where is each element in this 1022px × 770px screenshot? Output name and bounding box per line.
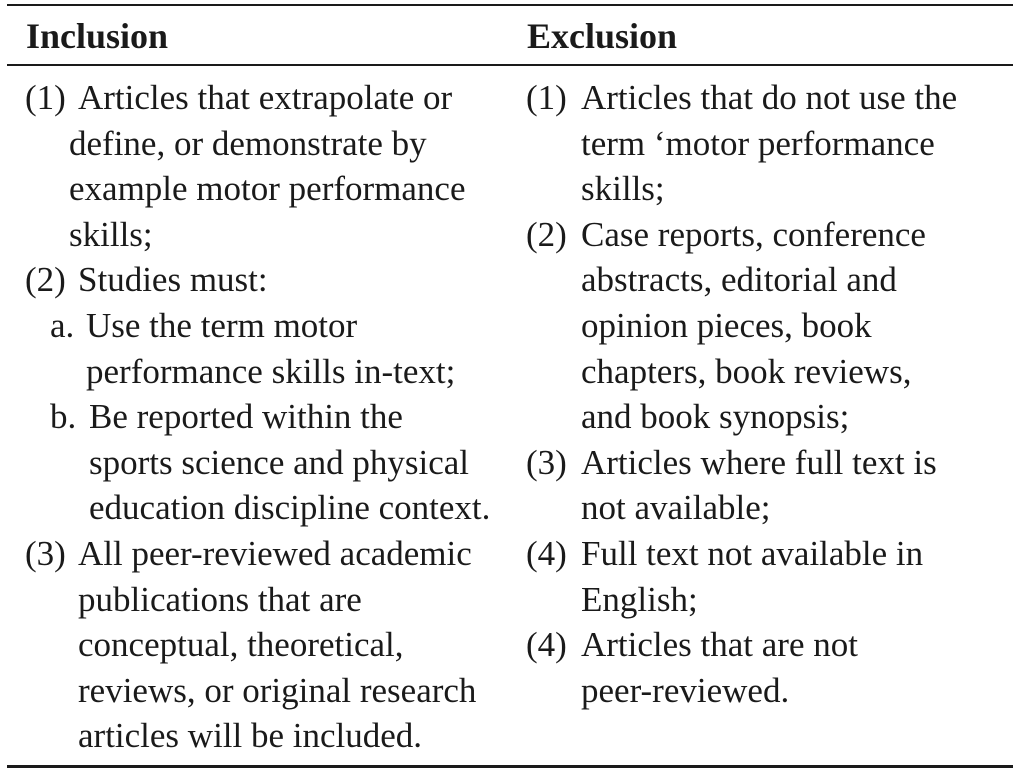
item-line: English; <box>581 579 698 619</box>
item-line: Articles that extrapolate or <box>78 78 453 117</box>
exclusion-item-4 <box>526 531 1006 622</box>
item-line: Full text not available in <box>581 533 924 573</box>
item-number: (4) <box>526 625 576 665</box>
item-line: peer-reviewed. <box>581 670 790 710</box>
item-line: skills; <box>69 214 153 254</box>
item-line: conceptual, theoretical, <box>78 625 404 665</box>
item-line: education discipline context. <box>89 488 491 528</box>
item-line: term ‘motor performance <box>581 123 935 163</box>
item-letter: a. <box>50 305 84 345</box>
item-line: Articles where full text is <box>581 442 937 482</box>
item-line: not available; <box>581 488 771 528</box>
exclusion-item-1 <box>526 75 1006 212</box>
item-line: Case reports, conference <box>581 214 926 254</box>
item-line: skills; <box>581 169 665 209</box>
item-letter: b. <box>50 397 85 437</box>
inclusion-item-2 <box>25 257 505 303</box>
item-line: Use the term motor <box>86 305 358 345</box>
item-number: (3) <box>526 442 576 482</box>
exclusion-column <box>526 75 1006 713</box>
item-number: (1) <box>25 78 75 117</box>
item-line: abstracts, editorial and <box>581 260 897 300</box>
item-line: and book synopsis; <box>581 397 850 437</box>
item-line: performance skills in-text; <box>86 351 456 391</box>
header-rule <box>7 64 1013 66</box>
exclusion-header: Exclusion <box>527 16 678 56</box>
item-line: Be reported within the <box>89 397 403 437</box>
inclusion-subitem-b <box>25 394 505 531</box>
item-number: (2) <box>25 260 75 300</box>
item-line: articles will be included. <box>78 716 423 756</box>
item-line: example motor performance <box>69 169 466 209</box>
item-number: (1) <box>526 78 576 117</box>
inclusion-item-3 <box>25 531 505 759</box>
item-number: (2) <box>526 214 576 254</box>
table-bottom-rule <box>7 765 1013 768</box>
exclusion-item-3 <box>526 440 1006 531</box>
item-number: (3) <box>25 533 75 573</box>
item-line: opinion pieces, book <box>581 305 872 345</box>
item-line: All peer-reviewed academic <box>78 533 472 573</box>
inclusion-header: Inclusion <box>26 16 169 56</box>
inclusion-item-1 <box>25 75 505 257</box>
item-line: publications that are <box>78 579 362 619</box>
table-top-rule <box>7 4 1013 6</box>
exclusion-item-5 <box>526 622 1006 713</box>
item-line: reviews, or original research <box>78 670 477 710</box>
item-line: Studies must: <box>78 260 268 300</box>
item-line: define, or demonstrate by <box>69 123 427 163</box>
item-line: Articles that do not use the <box>581 78 958 117</box>
item-line: chapters, book reviews, <box>581 351 912 391</box>
item-number: (4) <box>526 533 576 573</box>
inclusion-column <box>25 75 505 759</box>
inclusion-subitem-a <box>25 303 505 394</box>
item-line: Articles that are not <box>581 625 858 665</box>
item-line: sports science and physical <box>89 442 470 482</box>
exclusion-item-2 <box>526 212 1006 440</box>
